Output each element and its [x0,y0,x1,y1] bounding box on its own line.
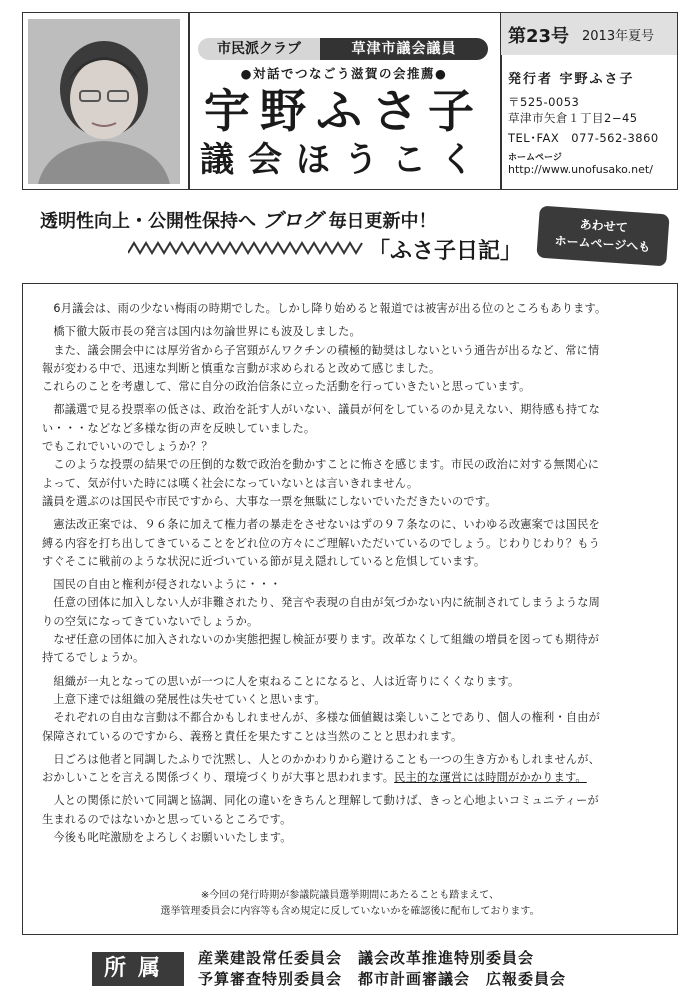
line: 憲法改正案では、９６条に加えて権力者の暴走をさせないはずの９７条なのに、いわゆる改憲案では国民を [42,518,600,532]
paragraph [42,673,664,746]
person-icon [28,19,180,184]
position-tag: 草津市議会議員 [320,38,488,60]
line: 橋下徹大阪市長の発言は国内は勿論世界にも波及しました。 [42,325,361,339]
line: 6月議会は、雨の少ない梅雨の時期でした。しかし降り始めると報道では被害が出る位のところもあります。 [42,302,607,315]
homepage-url[interactable]: http://www.unofusako.net/ [508,163,653,176]
endorsement-tagline: ●対話でつなごう滋賀の会推薦● [240,66,448,81]
line [42,769,664,787]
line: 議員を選ぶのは国民や市民ですから、大事な一票を無駄にしないでいただきたいのです。 [42,494,497,508]
line: 持てるでしょうか。 [42,651,145,665]
line: い・・・などなど多様な街の声を反映していました。 [42,421,316,435]
paragraph [42,751,664,788]
paragraph [42,323,664,396]
underlined-text: 民主的な運営には時間がかかります。 [394,771,587,785]
committee-line: 予算審査特別委員会 都市計画審議会 広報委員会 [198,970,567,988]
party-tag: 市民派クラブ [198,38,320,60]
newsletter-name: 宇野ふさ子 [204,84,484,138]
election-notice [60,888,640,920]
committee-line: 産業建設常任委員会 議会改革推進特別委員会 [198,949,535,967]
line: りの空気になってきていないでしょうか。 [42,614,259,628]
line: それぞれの自由な言動は不都合かもしれませんが、多様な価値観は楽しいことであり、個人の権利・自由が [42,711,600,725]
postal-code: 〒525-0053 [508,95,580,109]
paragraph [42,401,664,511]
banner-update: 毎日更新中！ [328,211,437,232]
line: 今後も叱咤激励をよろしくお願いいたします。 [42,831,292,845]
line: 縛る内容を打ち出してきていることをどれ位の方々にご理解いただいているのでしょう。じわりじわり？もう [42,536,600,550]
line: また、議会開会中には厚労省から子宮頸がんワクチンの積極的勧奨はしないという通告が出るなど、常に情 [42,343,600,357]
blog-title[interactable]: 「ふさ子日記」 [368,238,523,264]
paragraph [42,792,664,847]
portrait-photo [28,19,180,184]
article-body [42,300,664,852]
line: なぜ任意の団体に加入されないのか実態把握し検証が要ります。改革なくして組織の増員を図っても期待が [42,633,600,647]
line: すぐそこに戦前のような状況に近づいている節が見え隠れしていると危惧しています。 [42,554,486,568]
paragraph [42,516,664,571]
line: 保障されているのですから、義務と責任を果たすことは当然のことと思われます。 [42,729,463,743]
issue-number: 第23号 [508,26,570,47]
line: 生まれるのではないかと思っているところです。 [42,812,292,826]
line: でもこれでいいのでしょうか？？ [42,440,213,454]
line-part: おかしいことを言える関係づくり、環境づくりが大事と思われます。 [42,771,395,785]
homepage-badge[interactable] [536,206,669,267]
affiliation-label: 所属 [92,952,184,986]
newsletter-subtitle: 議会ほうこく [200,140,488,180]
line: このような投票の結果での圧倒的な数で政治を動かすことに怖さを感じます。市民の政治に対する無関心に [42,458,600,472]
line: これらのことを考慮して、常に自分の政治信条に立った活動を行っていきたいと思っています。 [42,380,531,394]
publisher: 発行者 宇野ふさ子 [508,72,635,87]
blog-banner [40,204,520,233]
notice-line: ※今回の発行時期が参議院議員選挙期間にあたることも踏まえて、 [200,890,500,901]
address: 草津市矢倉１丁目2−45 [508,111,638,125]
line: よって、気が付いた時には嘆く社会になっていないとは言いきれません。 [42,476,419,490]
paragraph [42,300,664,318]
line: 都議選で見る投票率の低さは、政治を託す人がいない、議員が何をしているのか見えない、期待感も持てな [42,403,600,417]
paragraph [42,576,664,667]
badge-line: ホームページへも [554,233,651,255]
badge-line: あわせて [579,217,629,235]
divider [188,12,190,190]
issue-date: 2013年夏号 [582,29,655,44]
line: 日ごろは他者と同調したふりで沈黙し、人とのかかわりから避けることも一つの生き方かもしれませんが、 [42,752,600,766]
banner-blog: ブログ [262,208,323,232]
zigzag-decoration [128,241,364,255]
tel-fax: TEL･FAX 077-562-3860 [508,131,659,145]
banner-lead: 透明性向上・公開性保持へ [40,211,256,232]
line: 上意下達では組織の発展性は失せていくと思います。 [42,692,326,706]
homepage-label: ホームページ [508,153,562,163]
committee-list [198,948,678,990]
line: 報が変わる中で、迅速な判断と慎重な言動が求められると改めて感じました。 [42,361,441,375]
line: 人との関係に於いて同調と協調、同化の違いをきちんと理解して動けば、きっと心地よいコミュニティーが [42,794,599,808]
line: 組織が一丸となっての思いが一つに人を束ねることになると、人は近寄りにくくなります。 [42,674,520,688]
line: 国民の自由と権利が侵されないように・・・ [42,578,282,592]
notice-line: 選挙管理委員会に内容等も含め規定に反していないかを確認後に配布しております。 [160,906,540,917]
line: 任意の団体に加入しない人が非難されたり、発言や表現の自由が気づかない内に統制されてしまうような周 [42,596,600,610]
